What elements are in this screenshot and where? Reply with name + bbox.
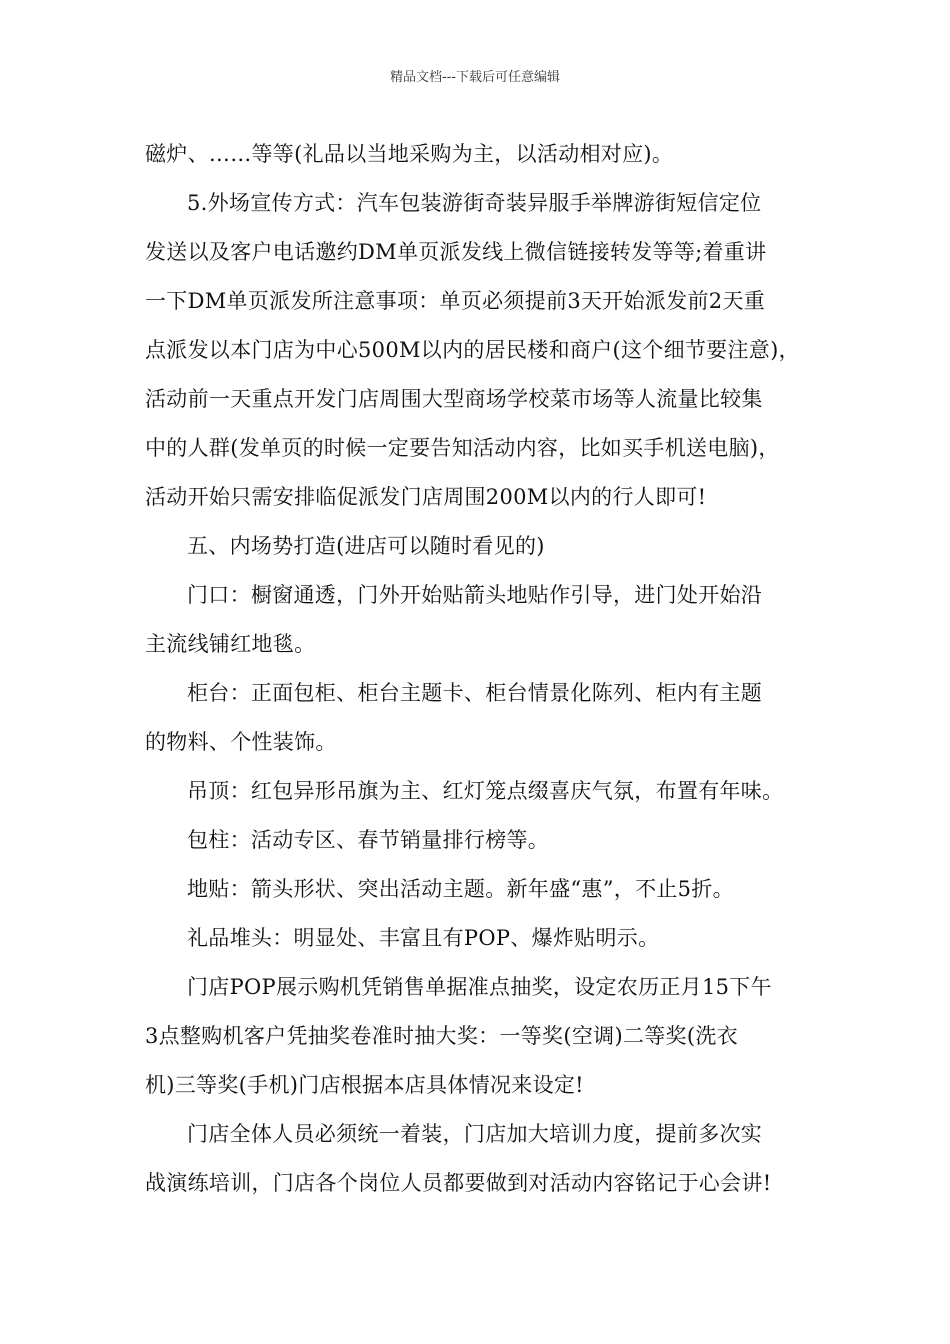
text-line: 五、内场势打造(进店可以随时看见的) xyxy=(187,534,545,558)
text-line: 活动开始只需安排临促派发门店周围200M以内的行人即可! xyxy=(145,485,707,509)
document-body xyxy=(145,130,825,1208)
text-line: 地贴：箭头形状、突出活动主题。新年盛“惠”，不止5折。 xyxy=(187,877,734,901)
text-line: 机)三等奖(手机)门店根据本店具体情况来设定! xyxy=(145,1073,584,1097)
text-line: 战演练培训，门店各个岗位人员都要做到对活动内容铭记于心会讲! xyxy=(145,1171,772,1195)
text-line: 门店全体人员必须统一着装，门店加大培训力度，提前多次实 xyxy=(187,1122,763,1146)
text-line: 发送以及客户电话邀约DM单页派发线上微信链接转发等等;着重讲 xyxy=(145,240,767,264)
text-line: 点派发以本门店为中心500M以内的居民楼和商户(这个细节要注意)， xyxy=(145,338,800,362)
text-line: 门口：橱窗通透，门外开始贴箭头地贴作引导，进门处开始沿 xyxy=(187,583,763,607)
text-line: 一下DM单页派发所注意事项：单页必须提前3天开始派发前2天重 xyxy=(145,289,766,313)
text-line: 包柱：活动专区、春节销量排行榜等。 xyxy=(187,828,550,852)
text-line: 门店POP展示购机凭销售单据准点抽奖，设定农历正月15下午 xyxy=(187,975,772,999)
text-line: 的物料、个性装饰。 xyxy=(145,730,337,754)
text-line: 主流线铺红地毯。 xyxy=(145,632,316,656)
text-line: 礼品堆头：明显处、丰富且有POP、爆炸贴明示。 xyxy=(187,926,660,950)
text-line: 3点整购机客户凭抽奖卷准时抽大奖：一等奖(空调)二等奖(洗衣 xyxy=(145,1024,738,1048)
page-header: 精品文档---下载后可任意编辑 xyxy=(389,70,561,85)
text-line: 磁炉、……等等(礼品以当地采购为主，以活动相对应)。 xyxy=(145,142,674,166)
text-line: 中的人群(发单页的时候一定要告知活动内容，比如买手机送电脑)， xyxy=(145,436,780,460)
text-line: 吊顶：红包异形吊旗为主、红灯笼点缀喜庆气氛，布置有年味。 xyxy=(187,779,784,803)
text-line: 活动前一天重点开发门店周围大型商场学校菜市场等人流量比较集 xyxy=(145,387,763,411)
text-line: 5.外场宣传方式：汽车包装游街奇装异服手举牌游街短信定位 xyxy=(187,191,762,215)
text-line: 柜台：正面包柜、柜台主题卡、柜台情景化陈列、柜内有主题 xyxy=(187,681,763,705)
